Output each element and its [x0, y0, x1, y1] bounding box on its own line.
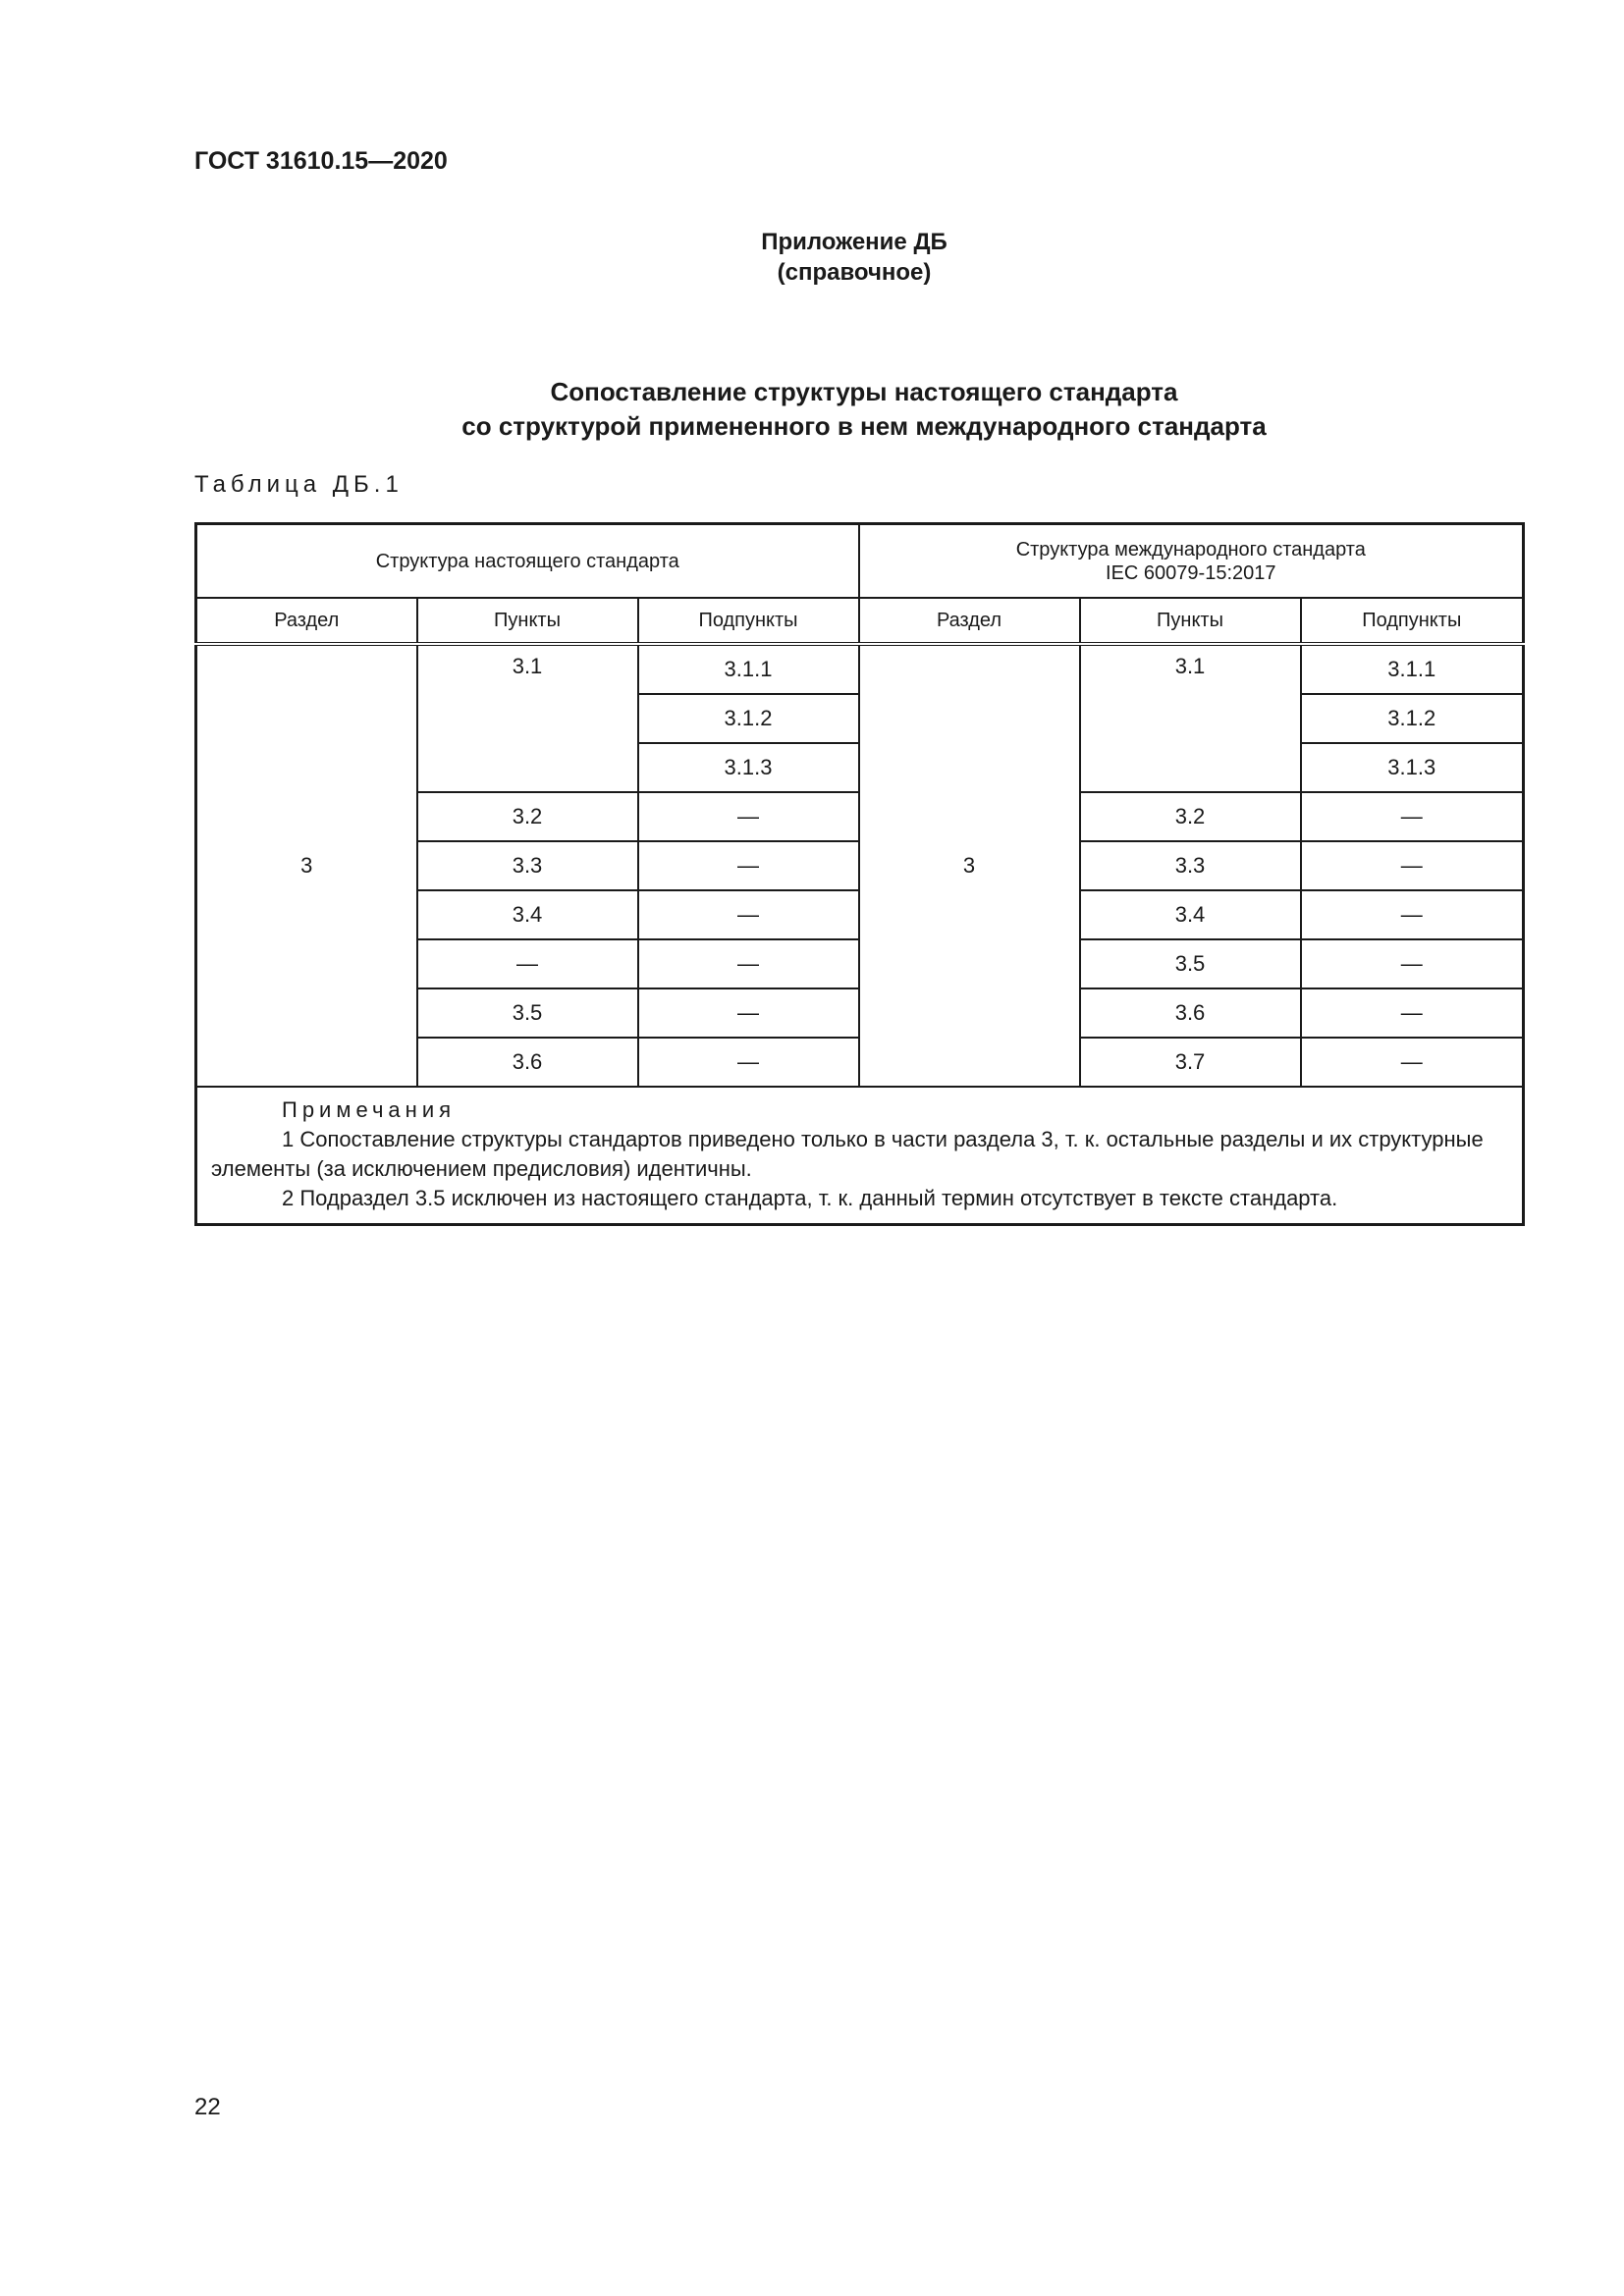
table-row: [196, 644, 1524, 694]
clause-cell-national: 3.5: [417, 988, 638, 1038]
subclause-cell-international: —: [1301, 1038, 1524, 1087]
group-header-international-line-1: Структура международного стандарта: [1015, 538, 1366, 561]
page-number: 22: [194, 2094, 221, 2120]
subclause-cell-international: —: [1301, 792, 1524, 841]
subclause-cell-national: 3.1.1: [638, 644, 859, 694]
clause-cell-international: 3.1: [1080, 644, 1301, 792]
notes-heading: Примечания: [282, 1097, 457, 1122]
clause-cell-international: 3.3: [1080, 841, 1301, 890]
column-header-clauses-international: Пункты: [1080, 598, 1301, 644]
subclause-cell-international: —: [1301, 939, 1524, 988]
note-1: 1 Сопоставление структуры стандартов приведено только в части раздела 3, т. к. остальные разделы и их структурные элементы (за исключением предисловия) идентичны.: [211, 1127, 1484, 1181]
clause-cell-international: 3.7: [1080, 1038, 1301, 1087]
clause-cell-national: 3.1: [417, 644, 638, 792]
section-cell-international: 3: [859, 644, 1080, 1087]
table-label: Таблица ДБ.1: [194, 471, 404, 498]
group-header-international-line-2: IEC 60079-15:2017: [1106, 561, 1276, 584]
clause-cell-international: 3.5: [1080, 939, 1301, 988]
table-title: [0, 375, 1624, 444]
subclause-cell-national: —: [638, 939, 859, 988]
subclause-cell-national: 3.1.3: [638, 743, 859, 792]
subclause-cell-international: 3.1.1: [1301, 644, 1524, 694]
table-title-line-2: со структурой примененного в нем международного стандарта: [461, 411, 1267, 441]
clause-cell-national: 3.2: [417, 792, 638, 841]
column-header-subclauses-national: Подпункты: [638, 598, 859, 644]
subclause-cell-international: 3.1.3: [1301, 743, 1524, 792]
clause-cell-national: 3.6: [417, 1038, 638, 1087]
note-2: 2 Подраздел 3.5 исключен из настоящего стандарта, т. к. данный термин отсутствует в тексте стандарта.: [282, 1186, 1338, 1210]
column-header-section-national: Раздел: [196, 598, 417, 644]
clause-cell-international: 3.2: [1080, 792, 1301, 841]
column-header-clauses-national: Пункты: [417, 598, 638, 644]
subclause-cell-national: —: [638, 841, 859, 890]
table-column-header-row: [196, 598, 1524, 644]
table-title-line-1: Сопоставление структуры настоящего стандарта: [550, 377, 1178, 406]
section-cell-national: 3: [196, 644, 417, 1087]
clause-cell-national: —: [417, 939, 638, 988]
subclause-cell-international: —: [1301, 890, 1524, 939]
group-header-national: Структура настоящего стандарта: [196, 524, 859, 599]
clause-cell-international: 3.4: [1080, 890, 1301, 939]
table-notes: [196, 1087, 1524, 1225]
column-header-section-international: Раздел: [859, 598, 1080, 644]
document-code: ГОСТ 31610.15—2020: [194, 147, 448, 175]
subclause-cell-international: —: [1301, 841, 1524, 890]
table-notes-row: [196, 1087, 1524, 1225]
subclause-cell-national: —: [638, 890, 859, 939]
subclause-cell-international: 3.1.2: [1301, 694, 1524, 743]
subclause-cell-national: —: [638, 1038, 859, 1087]
subclause-cell-national: —: [638, 988, 859, 1038]
table-group-header-row: [196, 524, 1524, 599]
group-header-international: [859, 524, 1524, 599]
subclause-cell-national: 3.1.2: [638, 694, 859, 743]
subclause-cell-international: —: [1301, 988, 1524, 1038]
subclause-cell-national: —: [638, 792, 859, 841]
structure-comparison-table: [194, 522, 1525, 1226]
annex-heading: [0, 227, 1624, 288]
clause-cell-international: 3.6: [1080, 988, 1301, 1038]
annex-title: Приложение ДБ: [761, 229, 947, 255]
clause-cell-national: 3.4: [417, 890, 638, 939]
column-header-subclauses-international: Подпункты: [1301, 598, 1524, 644]
annex-type: (справочное): [777, 259, 932, 286]
clause-cell-national: 3.3: [417, 841, 638, 890]
